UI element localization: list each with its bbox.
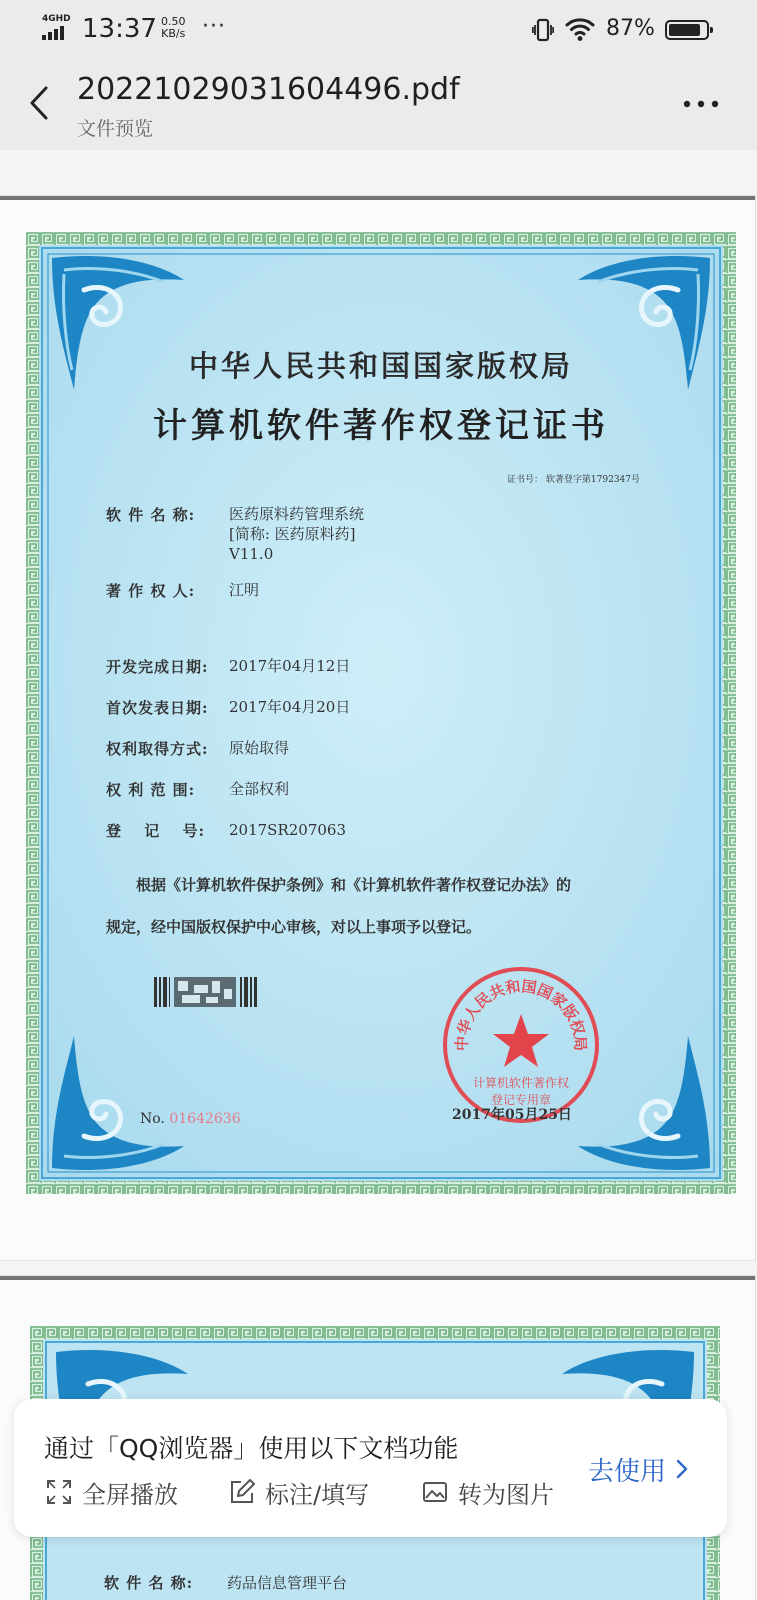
battery-icon [665, 20, 709, 40]
certificate-serial [140, 1111, 241, 1127]
more-notifications-icon: ··· [202, 14, 226, 39]
field-acquire-method [106, 738, 289, 759]
back-button[interactable] [14, 78, 64, 128]
signal-icon [42, 26, 70, 40]
network-speed [161, 16, 186, 40]
field-label: 登 记 号: [106, 822, 205, 840]
certificate-statement [106, 864, 666, 948]
chevron-left-icon [28, 85, 50, 121]
field-label: 软 件 名 称: [106, 506, 196, 524]
wifi-icon [565, 16, 595, 42]
field-software-name [106, 504, 364, 564]
battery-percent: 87% [606, 16, 655, 41]
more-horizontal-icon [683, 99, 719, 109]
field-value: 江明 [229, 581, 260, 599]
document-viewer[interactable] [0, 150, 757, 1600]
vibrate-icon [532, 18, 554, 42]
field-owner [106, 580, 259, 601]
field-value [229, 504, 364, 564]
network-type: 4GHD [42, 14, 71, 24]
network-speed-unit: KB/s [161, 27, 186, 40]
statement-line-1: 根据《计算机软件保护条例》和《计算机软件著作权登记办法》的 [136, 876, 572, 894]
qq-browser-banner [14, 1399, 727, 1537]
field-value: 2017年04月12日 [229, 657, 351, 675]
certificate-number: 证书号： 软著登字第1792347号 [507, 475, 640, 485]
certificate-title: 计算机软件著作权登记证书 [153, 406, 609, 446]
banner-text: 通过「QQ浏览器」使用以下文档功能 [44, 1434, 459, 1463]
field-label: 权 利 范 围: [106, 781, 196, 799]
statement-line-2: 规定，经中国版权保护中心审核，对以上事项予以登记。 [106, 918, 482, 936]
pdf-page-1 [0, 196, 755, 1260]
convert-to-image-button[interactable] [422, 1475, 554, 1509]
feature-label: 全屏播放 [82, 1480, 178, 1509]
feature-label: 标注/填写 [265, 1480, 370, 1509]
go-use-button[interactable] [588, 1449, 688, 1489]
serial-prefix: No. [140, 1111, 165, 1127]
more-options-button[interactable] [676, 80, 726, 124]
fullscreen-icon [46, 1479, 72, 1505]
seal-line-1: 计算机软件著作权 [472, 1076, 570, 1090]
certificate-issuer: 中华人民共和国国家版权局 [188, 349, 573, 383]
field-label: 开发完成日期: [106, 658, 209, 676]
certificate-image [26, 232, 736, 1194]
field-label: 首次发表日期: [106, 699, 209, 717]
document-subtitle: 文件预览 [77, 118, 154, 140]
go-use-label: 去使用 [588, 1456, 667, 1487]
fullscreen-play-button[interactable] [46, 1475, 178, 1509]
software-name: 医药原料药管理系统 [229, 505, 365, 523]
image-icon [422, 1479, 448, 1505]
field-value: 药品信息管理平台 [227, 1574, 348, 1592]
field-label: 权利取得方式: [106, 740, 209, 758]
field-scope [106, 779, 289, 800]
feature-label: 转为图片 [458, 1480, 554, 1509]
field-value: 全部权利 [229, 780, 290, 798]
seal-outer-text: 中华人民共和国国家版权局 [452, 977, 590, 1052]
clock: 13:37 [82, 14, 157, 44]
top-app-bar [0, 60, 757, 150]
field-label: 著 作 权 人: [106, 582, 196, 600]
network-speed-value: 0.50 [161, 15, 186, 28]
software-short-name: [简称: 医药原料药] [229, 525, 356, 543]
field-pub-date [106, 697, 350, 718]
serial-number: 01642636 [169, 1111, 241, 1127]
official-seal [440, 964, 602, 1126]
software-version: V11.0 [229, 545, 274, 563]
battery-level [669, 24, 700, 36]
seal-stamp-icon [440, 964, 602, 1126]
field-value: 2017年04月20日 [229, 698, 351, 716]
field-dev-date [106, 656, 350, 677]
chevron-right-icon [676, 1459, 688, 1479]
field-registration-number [106, 820, 346, 841]
barcode-icon [154, 975, 258, 1009]
status-bar [0, 0, 757, 60]
edit-icon [229, 1479, 255, 1505]
ornament-corner-icon [44, 1026, 194, 1176]
field-label: 软 件 名 称: [104, 1574, 194, 1592]
field-value: 原始取得 [229, 739, 290, 757]
seal-line-2: 登记专用章 [490, 1093, 552, 1107]
certificate-date: 2017年05月25日 [452, 1107, 572, 1123]
annotate-fill-button[interactable] [229, 1475, 369, 1509]
field-software-name-2 [104, 1572, 347, 1593]
field-value: 2017SR207063 [229, 821, 347, 839]
document-title: 20221029031604496.pdf [77, 72, 460, 107]
